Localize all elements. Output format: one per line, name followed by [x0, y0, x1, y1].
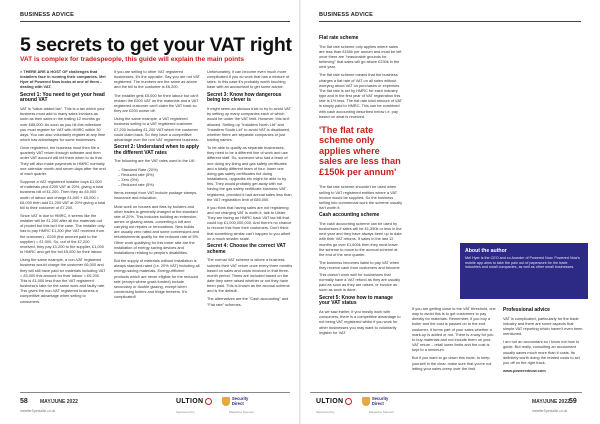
ultion-logo: ULTION: [316, 398, 352, 405]
security-direct-logo: Security Direct: [222, 397, 249, 406]
sponsor-caption-right: Sponsored by: [316, 410, 335, 414]
paragraph: To be able to qualify as separate businesses, they need to be a different line of work and use different staff. So, someone who had a team of one doing dry lining and gas safety certificates and a totally different team of four, lower one doing gas safety certificates but doing installations, upgrades etc might be able to try this. They would probably get away with not having the gas safety certificate business VAT registered, provided it had annual sales less than the VAT registration limit of £85,000.: [207, 145, 292, 202]
page-spine: [299, 0, 301, 424]
paragraph: Since VAT is due to HMRC, it seems like the installer will be £1,200 after all the materials out of pocket but this isn't the case. The installer only has to pay HMRC £1,200 (the VAT received from the customer) - £200 (the amount paid to the supplier) = £1,000. So, out of the £7,200 received, they pay £1,200 to the supplier, £1,000 to HMRC and get the full £5,000 for their labour.: [20, 213, 105, 255]
paragraph: Once registered, the business must then file a quarterly VAT return through software and then order VAT account will tell them when to do that. They will also make payments to HMRC normally one calendar month and seven days after the end of each quarter.: [20, 145, 106, 176]
about-author-text: Mel Hyer is the CEO and co-founder of Powered Now. Powered Now's mobile app aims to take the pain out of paperwork for the trade industries and small companies, as well as other small businesses.: [465, 256, 580, 270]
paragraph: The following are the VAT rates used in the UK:: [114, 158, 196, 164]
page-number-left: 58: [20, 398, 28, 405]
shield-icon: [222, 397, 230, 406]
about-author-title: About the author: [465, 248, 507, 254]
footer-url-left: installerSpecialist.co.uk: [20, 409, 56, 413]
paragraph: But the supply of materials without installation is always standard-rated (i.e. 20% VAT) including all energy-saving materials. Energy-efficient products which are never eligible for the reduced rate (except where grant-funded) include secondary or double glazing, except when condensing boilers and fridge freezers. It's complicated!: [114, 258, 200, 300]
vat-rates-list: [118, 167, 200, 188]
paragraph: Most work on houses and flats by builders and other trades is generally charged at the standard rate of 20%. This includes building an extension, annex or glazing areas, converting a loft and carrying out repairs or renovations. New builds are usually zero rated and some conversions and refurbishments qualify for the reduced rate of 5%. Other work qualifying for this lower rate are the installation of energy saving devices and installations relating to people's disabilities.: [114, 203, 200, 255]
paragraph: VAT is complicated, particularly for the trade industry and there are some aspects that simple VAT reporting which haven't even been mentioned.: [503, 315, 583, 337]
author-url: www.powerednow.com: [503, 368, 546, 374]
ultion-mark-icon: [205, 398, 212, 405]
article-standfirst: VAT is complex for tradespeople, this guide will explain the main points: [20, 56, 244, 63]
sponsor-logos-right: [316, 397, 388, 406]
paragraph: Using the same example, a non-VAT registered business would charge the customer £6,000 and they will still have paid for materials including VAT = £5,000 this amount for their labour = £6,200. This is £1,000 less than the VAT registered business's take for the same work and faulty rate. This gives the non-VAT registered business a competitive advantage when selling to consumers.: [20, 257, 106, 304]
sponsor-caption-left: Sponsored by: [176, 410, 195, 414]
cash-accounting-heading: Cash accounting scheme: [319, 212, 380, 219]
paragraph: As we saw earlier, if you mostly work with consumers, there is a competitive advantage to not being VAT registered whilst if you work for other businesses you may want to voluntarily register for VAT.: [319, 309, 401, 335]
column-6: [503, 306, 583, 390]
paragraph: Suppose a VAT registered installer buys £1,000 of materials plus £200 VAT at 20%, giving a total business bill of £1,200. Then they do £5,000 worth of labour and charge £1,000 + £5,000 = £6,000 then add £1,200 VAT at 20% giving a total bill to their customer of £7,200.: [20, 179, 106, 210]
shield-icon: [362, 397, 370, 406]
paragraph: The flat rate scheme means that the business charges a flat rate of VAT on all sales without worrying about VAT on purchases or expenses. The flat rate is set by HMRC for each industry type and in the first year of VAT registration this rate is 1% less. The flat rate total amount of VAT is simply paid to HMRC. This can be combined with cash accounting described below i.e. pay based on what is received.: [319, 72, 402, 119]
footer-rule-left: [20, 392, 290, 393]
paragraph: If you are selling to other VAT registered businesses, it's the opposite. Say you are not VAT registered. The numbers are the same as above and the bill to the customer is £6,200.: [114, 69, 200, 90]
section-label-right: BUSINESS ADVICE: [319, 12, 374, 18]
sponsor-logos-left: [176, 397, 248, 406]
list-item: – Reduced rate (5%): [118, 172, 200, 177]
secret-4-heading: Secret 4: Choose the correct VAT scheme: [207, 242, 286, 255]
folio-right: [569, 398, 583, 405]
security-direct-logo: Security Direct: [362, 397, 389, 406]
issue-date-left: MAY/JUNE 2022: [40, 399, 78, 405]
paragraph: The cash accounting scheme can be used by businesses if sales will be £1,350k or less in the next year and they have always been up to date with their VAT returns. If sales in the last 12 months go over £1,600k then they must leave the scheme to move to the accrual scheme at the end of the next quarter.: [319, 220, 402, 257]
section-label-left: BUSINESS ADVICE: [20, 12, 75, 18]
column-2: [114, 69, 200, 389]
folio-left: [20, 398, 34, 405]
secret-5-heading: Secret 5: Know how to manage your VAT status: [319, 294, 393, 307]
footer-rule-right: [310, 392, 582, 393]
column-3: [207, 69, 293, 389]
top-rule-left: [20, 21, 290, 22]
paragraph: VAT is "value added tax". This is a tax which your business must add to many sales invoices as soon as their sales in the trailing 12 months go over £85,000. As soon as you hit this milestone you must register for VAT with HMRC within 30 days. You can also voluntarily register at any time which has advantages for some businesses.: [20, 106, 106, 142]
list-item: – Reduced rate (5%): [118, 182, 200, 187]
ultion-mark-icon: [345, 398, 352, 405]
secret-3-heading: Secret 3: Know how dangerous being too clever is: [207, 91, 282, 104]
column-4-continued: [319, 272, 403, 388]
top-rule-right: [319, 21, 581, 22]
paragraph: The normal VAT scheme is where a business submits their VAT return once every three months based on sales and costs invoiced in that three-month period. Times are included based on the date they were raised whether or not they have been paid. This is known as the accrual scheme and is the default.: [207, 257, 293, 294]
paragraph: Unfortunately, it can become even much more complicated if you do work that has a mixture of rates. In this case it's probably worth touching base with an accountant to get some advice.: [207, 69, 290, 90]
issue-date-right: MAY/JUNE 2022: [532, 399, 570, 405]
footer-url-right: installerSpecialist.co.uk: [532, 409, 568, 413]
column-1: [20, 69, 106, 389]
secret-1-heading: Secret 1: You need to get your head around VAT: [20, 91, 105, 104]
list-item: – Standard Rate (20%): [118, 167, 200, 172]
ultion-logo: ULTION: [176, 398, 212, 405]
paragraph: Items exempt from VAT include postage stamps, insurance and education.: [114, 190, 198, 201]
paragraph: The installer gets £5,000 for their labour but can't reclaim the £200 VAT on the materials and a VAT registered customer can't claim the VAT back so they are £200 worse off.: [114, 92, 199, 114]
sponsor-caption-left-2: Magazine Sponsor: [229, 410, 255, 414]
paragraph: The alternatives are the "Cash accounting" and "Flat rate" schemes.: [207, 296, 289, 307]
paragraph: The flat rate scheme only applies where sales are less than £150k per annum and must be left once there are "reasonable grounds for believing" that sales will go above £230k in the next year.: [319, 43, 402, 70]
pull-quote: 'The flat rate scheme only applies where sales are less than £150k per annum': [319, 124, 401, 177]
paragraph: Using the same example, a VAT registered business selling to a VAT registered customer £7,200 including £1,200 VAT which the customer could claim back. So they have a competitive advantage over the non VAT registered business.: [114, 116, 199, 142]
flat-rate-heading: Flat rate scheme: [319, 35, 359, 41]
article-headline: 5 secrets to get your VAT right: [20, 34, 292, 56]
list-item: – Zero (0%): [118, 177, 200, 182]
paragraph: If you are getting close to the VAT threshold, one way to avoid this is to get customers to pay directly for materials. Remember, if you buy a boiler and the cost is passed on to the end customer, it forms part of your sales whether a mark-up is added or not. There is a way for you to buy materials and not include them on your VAT return – retail lower limits and the cost is kept to a minimum.: [412, 306, 496, 353]
sponsor-caption-right-2: Magazine Sponsor: [369, 410, 395, 414]
page-number-right: 59: [569, 398, 577, 405]
paragraph: It might seem an obvious trick to try to avoid VAT by setting up many companies each of which would be under the VAT limit. However, this isn't allowed. Setting up "Installers North Ltd" and "Installers South Ltd" to avoid VAT is disallowed, whether there are separate companies or just trading names.: [207, 106, 291, 142]
paragraph: The flat rate scheme shouldn't be used when selling to VAT registered entities where a VAT invoice would be supplied. So the business selling into commercial work the scheme usually isn't worth it.: [319, 184, 403, 211]
paragraph: If you think that having sales are not registering and not charging VAT is worth it, talk to Ulster. They are facing an HMRC back VAT tax bill that could top £1,000,000,000. And there's no chance to recover this from their customers. Don't think that something similar can't happen to you albeit on a much smaller scale.: [207, 204, 292, 241]
about-author-box: [460, 243, 588, 299]
intro-paragraph: > THERE ARE A HOST OF challenges that installers face in running their companies. Mel Hyer of Powered Now looks at one of them – dealing with VAT.: [20, 69, 106, 90]
paragraph: I am not an accountant so I know not how to guide. But really, consulting an accountant usually saves much more than it costs. Its definitely worth doing the related costs to set you off on the right track.: [503, 339, 580, 365]
column-5: [412, 306, 496, 390]
paragraph: But if you want to go down this route, to keep yourself in the clear, make sure that you're not letting your sales creep over the limit.: [412, 355, 492, 371]
secret-2-heading: Secret 2: Understand when to apply the different VAT rates: [114, 144, 200, 156]
professional-advice-heading: Professional advice: [503, 307, 550, 313]
paragraph: This doesn't work well for businesses that normally have a VAT refund as they are usually paid as soon as they are raised, or invoice as soon as work is done.: [319, 272, 401, 293]
paragraph: The business becomes liable to pay VAT when they receive cash from customers and become: [319, 259, 400, 270]
column-4: [319, 34, 403, 270]
